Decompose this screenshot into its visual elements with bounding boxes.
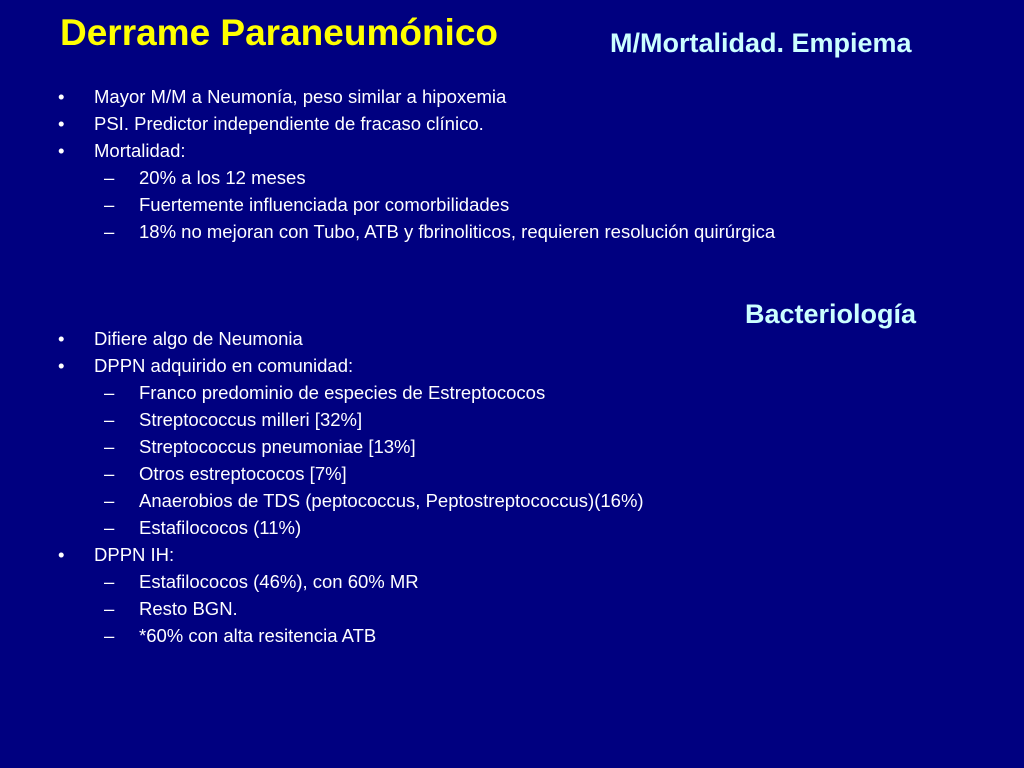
- sub-list-item: [0, 164, 1000, 191]
- sub-list-item: [0, 406, 1000, 433]
- dash-marker: –: [104, 463, 115, 484]
- sub-list-item: [0, 379, 1000, 406]
- list-item-text: DPPN IH:: [94, 544, 175, 565]
- bullet-marker: •: [58, 86, 65, 107]
- sub-list-item-text: 18% no mejoran con Tubo, ATB y fbrinoliticos, requieren resolución quirúrgica: [139, 221, 776, 242]
- sub-list-item-text: Otros estreptococos [7%]: [139, 463, 347, 484]
- list-item-text: PSI. Predictor independiente de fracaso clínico.: [94, 113, 484, 134]
- bullet-marker: •: [58, 544, 65, 565]
- sub-list-item: [0, 595, 1000, 622]
- bullet-marker: •: [58, 328, 65, 349]
- sub-list-item: [0, 191, 1000, 218]
- sub-list-item-text: Streptococcus pneumoniae [13%]: [139, 436, 416, 457]
- mortality-list: [0, 83, 1000, 245]
- list-item: [0, 110, 1000, 137]
- dash-marker: –: [104, 221, 115, 242]
- list-item-text: DPPN adquirido en comunidad:: [94, 355, 354, 376]
- sub-list-item: [0, 514, 1000, 541]
- list-item: [0, 325, 1000, 352]
- sub-list-item: [0, 487, 1000, 514]
- sub-list-item-text: Franco predominio de especies de Estreptococos: [139, 382, 546, 403]
- dash-marker: –: [104, 598, 115, 619]
- dash-marker: –: [104, 517, 115, 538]
- sub-list-item-text: Streptococcus milleri [32%]: [139, 409, 363, 430]
- sub-list-item-text: Fuertemente influenciada por comorbilidades: [139, 194, 510, 215]
- list-item-text: Mayor M/M a Neumonía, peso similar a hipoxemia: [94, 86, 507, 107]
- list-item-text: Difiere algo de Neumonia: [94, 328, 303, 349]
- list-item: [0, 541, 1000, 568]
- bacteriology-subtitle: Bacteriología: [745, 299, 917, 329]
- dash-marker: –: [104, 194, 115, 215]
- sub-list-item: [0, 218, 1000, 245]
- dash-marker: –: [104, 571, 115, 592]
- dash-marker: –: [104, 490, 115, 511]
- bullet-marker: •: [58, 113, 65, 134]
- sub-list-item-text: *60% con alta resitencia ATB: [139, 625, 377, 646]
- bullet-marker: •: [58, 355, 65, 376]
- sub-list-item: [0, 460, 1000, 487]
- list-item: [0, 83, 1000, 110]
- dash-marker: –: [104, 625, 115, 646]
- list-item: [0, 352, 1000, 379]
- dash-marker: –: [104, 382, 115, 403]
- sub-list-item: [0, 622, 1000, 649]
- sub-list-item-text: 20% a los 12 meses: [139, 167, 306, 188]
- bacteriology-list: [0, 325, 1000, 649]
- sub-list-item-text: Resto BGN.: [139, 598, 238, 619]
- sub-list-item-text: Anaerobios de TDS (peptococcus, Peptostreptococcus)(16%): [139, 490, 644, 511]
- sub-list-item-text: Estafilococos (11%): [139, 517, 302, 538]
- dash-marker: –: [104, 167, 115, 188]
- sub-list-item-text: Estafilococos (46%), con 60% MR: [139, 571, 419, 592]
- list-item-text: Mortalidad:: [94, 140, 186, 161]
- sub-list-item: [0, 433, 1000, 460]
- dash-marker: –: [104, 436, 115, 457]
- dash-marker: –: [104, 409, 115, 430]
- list-item: [0, 137, 1000, 164]
- sub-list-item: [0, 568, 1000, 595]
- bullet-marker: •: [58, 140, 65, 161]
- mortality-subtitle: M/Mortalidad. Empiema: [610, 28, 912, 58]
- slide-title: Derrame Paraneumónico: [60, 12, 499, 53]
